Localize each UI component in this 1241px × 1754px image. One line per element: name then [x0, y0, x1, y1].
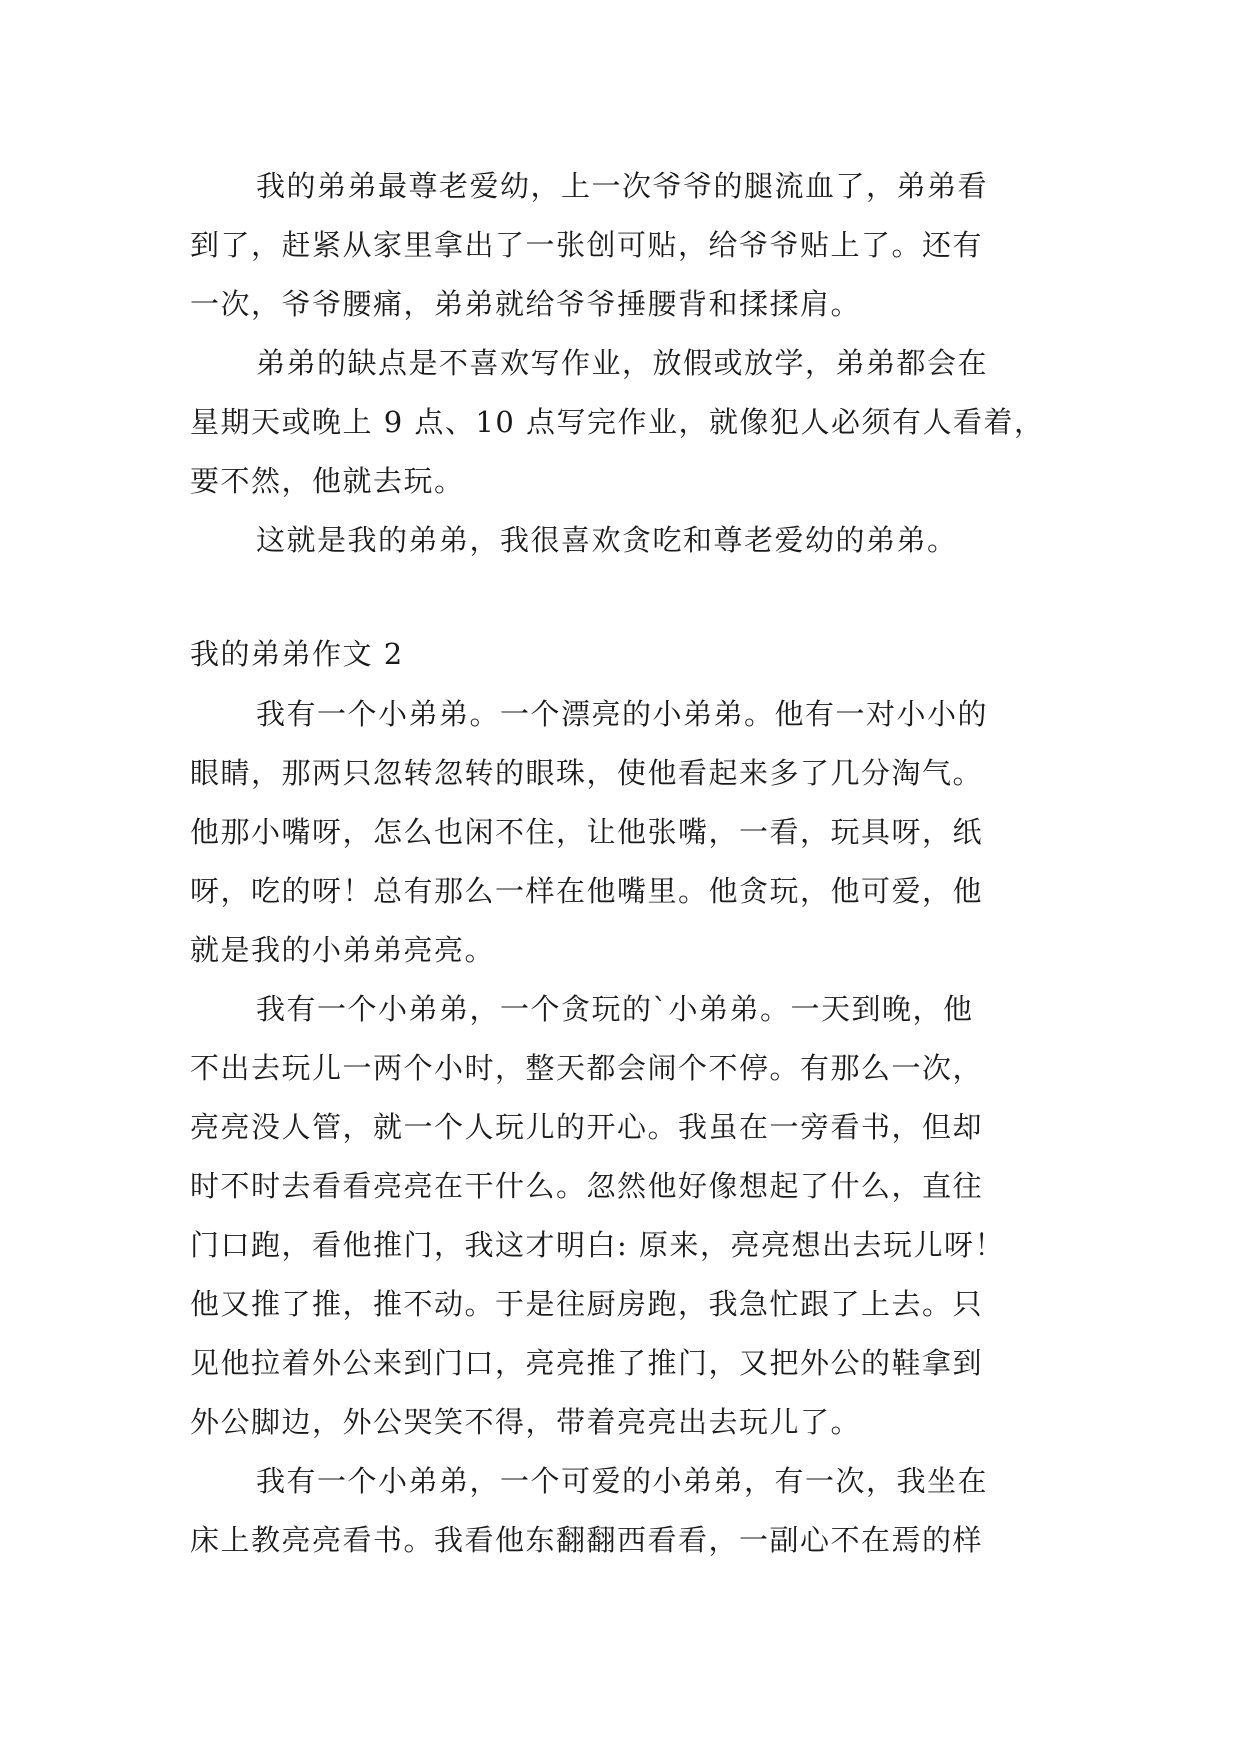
paragraph-line: 他那小嘴呀，怎么也闲不住，让他张嘴，一看，玩具呀，纸	[190, 815, 984, 849]
paragraph-line: 一次，爷爷腰痛，弟弟就给爷爷捶腰背和揉揉肩。	[190, 287, 862, 321]
paragraph-line: 要不然，他就去玩。	[190, 464, 465, 498]
paragraph-line: 门口跑，看他推门，我这才明白: 原来，亮亮想出去玩儿呀！	[190, 1228, 1005, 1262]
paragraph-line: 我有一个小弟弟。一个漂亮的小弟弟。他有一对小小的	[256, 697, 989, 731]
paragraph-line: 这就是我的弟弟，我很喜欢贪吃和尊老爱幼的弟弟。	[256, 523, 958, 557]
paragraph-line: 星期天或晚上 9 点、10 点写完作业，就像犯人必须有人看着，	[190, 405, 1045, 439]
paragraph-line: 呀，吃的呀！总有那么一样在他嘴里。他贪玩，他可爱，他	[190, 874, 984, 908]
paragraph-line: 我有一个小弟弟，一个贪玩的`小弟弟。一天到晚，他	[256, 992, 974, 1026]
paragraph-line: 到了，赶紧从家里拿出了一张创可贴，给爷爷贴上了。还有	[190, 228, 984, 262]
paragraph-line: 见他拉着外公来到门口，亮亮推了推门，又把外公的鞋拿到	[190, 1346, 984, 1380]
section-heading: 我的弟弟作文 2	[190, 637, 404, 671]
paragraph-line: 我有一个小弟弟，一个可爱的小弟弟，有一次，我坐在	[256, 1464, 989, 1498]
paragraph-line: 不出去玩儿一两个小时，整天都会闹个不停。有那么一次，	[190, 1051, 984, 1085]
paragraph-line: 我的弟弟最尊老爱幼，上一次爷爷的腿流血了，弟弟看	[256, 169, 989, 203]
paragraph-line: 他又推了推，推不动。于是往厨房跑，我急忙跟了上去。只	[190, 1287, 984, 1321]
paragraph-line: 就是我的小弟弟亮亮。	[190, 933, 496, 967]
paragraph-line: 外公脚边，外公哭笑不得，带着亮亮出去玩儿了。	[190, 1405, 862, 1439]
paragraph-line: 时不时去看看亮亮在干什么。忽然他好像想起了什么，直往	[190, 1169, 984, 1203]
paragraph-line: 眼睛，那两只忽转忽转的眼珠，使他看起来多了几分淘气。	[190, 756, 984, 790]
paragraph-line: 床上教亮亮看书。我看他东翻翻西看看，一副心不在焉的样	[190, 1523, 984, 1557]
paragraph-line: 弟弟的缺点是不喜欢写作业，放假或放学，弟弟都会在	[256, 346, 989, 380]
paragraph-line: 亮亮没人管，就一个人玩儿的开心。我虽在一旁看书，但却	[190, 1110, 984, 1144]
